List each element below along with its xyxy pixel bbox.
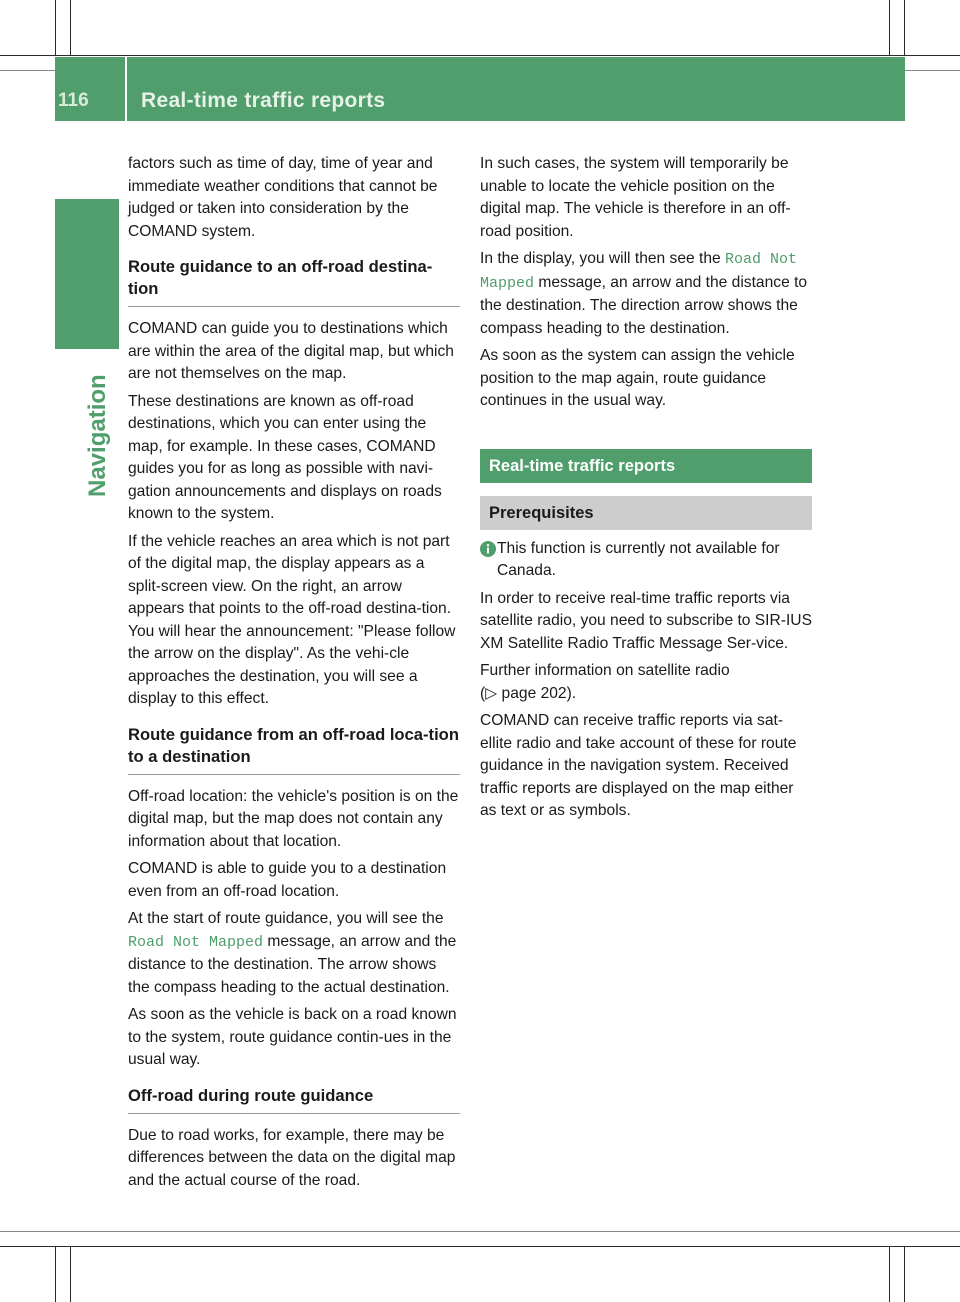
- crop-mark: [0, 55, 960, 56]
- display-message-code: Road Not Mapped: [128, 933, 264, 951]
- paragraph: These destinations are known as off-road destinations, which you can enter using the map, for example. In these cases, COMAND guides you for as long as possible with navi-gation announcements and displays on roads known to the system.: [128, 392, 442, 522]
- paragraph: COMAND can receive traffic reports via sat-ellite radio and take account of these for route guidance in the navigation system. Received traffic reports are displayed on the map either as text or as symbols.: [480, 712, 797, 819]
- left-column: [128, 153, 460, 1197]
- page-title: Real-time traffic reports: [141, 89, 386, 112]
- text: Further information on satellite radio: [480, 662, 730, 679]
- section-heading: [128, 256, 460, 307]
- paragraph: If the vehicle reaches an area which is not part of the digital map, the display appears as a split-screen view. On the right, an arrow appears that points to the off-road destina-tion. You will hear the announcement: "Please follow the arrow on the display". As the vehi-cle approaches the destination, you will see a display to this effect.: [128, 532, 456, 707]
- paragraph: factors such as time of day, time of year and immediate weather conditions that cannot be judged or taken into consideration by the COMAND system.: [128, 155, 438, 240]
- text: message, an arrow and the distance to the destination. The arrow shows the compass heading to the actual destination.: [128, 932, 457, 996]
- right-column: [480, 153, 812, 828]
- heading-text: Route guidance to an off-road destina-tion: [128, 257, 433, 298]
- heading-text: Off-road during route guidance: [128, 1085, 374, 1105]
- side-tab-block: [55, 199, 119, 349]
- text: At the start of route guidance, you will see the: [128, 910, 444, 927]
- heading-text: Route guidance from an off-road loca-tion to a destination: [128, 724, 459, 766]
- crop-mark: [70, 1246, 71, 1302]
- page-number: 116: [58, 90, 89, 111]
- side-tab-label: Navigation: [84, 374, 111, 497]
- paragraph: Off-road location: the vehicle's position is on the digital map, but the map does not contain any information about that location.: [128, 787, 459, 850]
- paragraph: As soon as the system can assign the vehicle position to the map again, route guidance continues in the usual way.: [480, 347, 795, 409]
- info-text: This function is currently not available for Canada.: [497, 539, 780, 579]
- paragraph: In order to receive real-time traffic reports via satellite radio, you need to subscribe to SIR-IUS XM Satellite Radio Traffic Message Ser-vice.: [480, 589, 812, 652]
- crop-mark: [904, 1246, 905, 1302]
- crop-mark: [889, 1246, 890, 1302]
- paragraph: As soon as the vehicle is back on a road known to the system, route guidance contin-ues in the usual way.: [128, 1006, 457, 1068]
- page-reference-link[interactable]: page 202).: [501, 684, 577, 702]
- crop-mark: [889, 0, 890, 55]
- info-note: [480, 538, 812, 583]
- text: message, an arrow and the distance to the destination. The direction arrow shows the compass heading to the destination.: [480, 273, 808, 337]
- info-icon: [480, 541, 496, 557]
- crop-mark: [0, 1231, 960, 1232]
- paragraph: [128, 908, 460, 999]
- header-divider: [125, 57, 127, 121]
- paragraph: [480, 248, 812, 340]
- section-heading: [128, 1085, 460, 1114]
- paragraph: In such cases, the system will temporarily be unable to locate the vehicle position on the digital map. The vehicle is therefore in an off-road position.: [480, 155, 791, 240]
- section-heading: [128, 724, 460, 775]
- paragraph: Due to road works, for example, there may be differences between the data on the digital map and the actual course of the road.: [128, 1126, 456, 1189]
- paragraph: COMAND is able to guide you to a destination even from an off-road location.: [128, 860, 447, 900]
- crop-mark: [904, 0, 905, 55]
- crop-mark: [55, 0, 56, 55]
- display-message-code: Road Not Mapped: [480, 251, 798, 292]
- subsection-title-bar: Prerequisites: [480, 496, 812, 530]
- page-reference-arrow-icon: ▷: [485, 684, 498, 702]
- paragraph: COMAND can guide you to destinations which are within the area of the digital map, but which are not themselves on the map.: [128, 320, 454, 382]
- paragraph: Further information on satellite radio (▷ page 202).: [480, 662, 730, 702]
- section-title-bar: Real-time traffic reports: [480, 449, 812, 483]
- text: In the display, you will then see the: [480, 250, 721, 267]
- crop-mark: [0, 1246, 960, 1247]
- crop-mark: [70, 0, 71, 55]
- crop-mark: [55, 1246, 56, 1302]
